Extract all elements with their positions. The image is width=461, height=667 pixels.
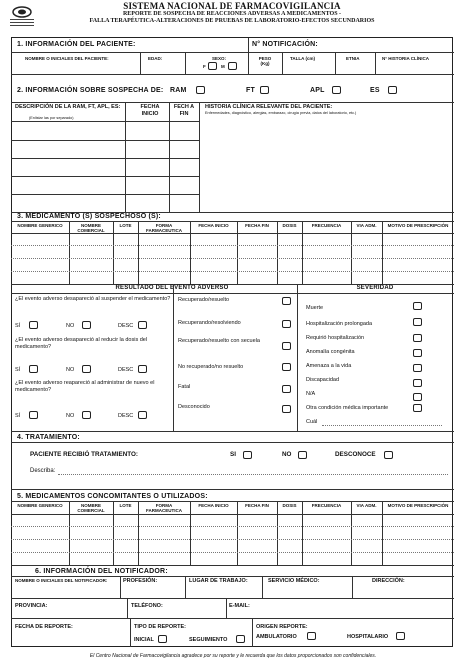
outcome-fatal: Fatal (178, 384, 191, 390)
column-header: FECHA FIN (245, 223, 269, 228)
notificador-nombre-label: NOMBRE O INICIALES DEL NOTIFICADOR: (15, 578, 108, 583)
sev-anomalia: Anomalía congénita (306, 349, 355, 355)
column-divider (237, 501, 238, 565)
column-divider (277, 501, 278, 565)
ft-label: FT (246, 87, 255, 94)
column-divider (351, 501, 352, 565)
tipo-inicial-label: INICIAL (134, 637, 154, 643)
outcome-recuperado: Recuperado/resuelto (178, 297, 230, 303)
question-2: ¿El evento adverso desapareció al reducir la dosis del medicamento? (15, 337, 148, 350)
column-divider (382, 221, 383, 284)
sev-anomalia-checkbox[interactable] (413, 349, 422, 357)
q1-no-label: NO (66, 323, 75, 329)
fecha-reporte-label: FECHA DE REPORTE: (15, 624, 73, 630)
sev-hosp-prolongada: Hospitalización prolongada (306, 321, 373, 327)
sev-muerte: Muerte (306, 305, 324, 311)
outcome-recuperando: Recuperando/resolviendo (178, 320, 241, 326)
column-header: LOTE (119, 503, 132, 508)
descripcion-note: (Enlistar las por separado) (29, 116, 74, 120)
sev-na-checkbox[interactable] (413, 393, 422, 401)
origen-ambulatorio-checkbox[interactable] (307, 632, 316, 640)
column-header: VIA ADM. (356, 223, 377, 228)
q3-desc-checkbox[interactable] (138, 411, 147, 419)
column-header: MOTIVO DE PRESCRIPCIÓN (387, 223, 449, 228)
tipo-inicial-checkbox[interactable] (158, 635, 167, 643)
tratamiento-si-label: SI (230, 451, 236, 458)
sev-cual-line[interactable] (322, 425, 442, 426)
q2-si-label: SÍ (15, 367, 21, 373)
origen-hospitalario-checkbox[interactable] (396, 632, 405, 640)
column-divider (382, 501, 383, 565)
q1-desc-checkbox[interactable] (138, 321, 147, 329)
column-header: NOMBRE GENERICO (17, 223, 63, 228)
sev-requirio-hosp: Requirió hospitalización (306, 335, 365, 341)
farmacovigilancia-logo-icon (7, 4, 37, 34)
q3-si-checkbox[interactable] (29, 411, 38, 419)
form-subtitle-2: FALLA TERAPÉUTICA-ALTERACIONES DE PRUEBAS DE LABORATORIO-EFECTOS SECUNDARIOS (89, 18, 375, 24)
section-1-title: 1. INFORMACIÓN DEL PACIENTE: (17, 41, 136, 48)
ram-checkbox[interactable] (196, 86, 205, 94)
q2-desc-label: DESC (118, 367, 134, 373)
descripcion-label: DESCRIPCIÓN DE LA RAM, FT, APL, ES: (15, 104, 121, 110)
sev-otra-checkbox[interactable] (413, 404, 422, 412)
tratamiento-si-checkbox[interactable] (243, 451, 252, 459)
outcome-fatal-checkbox[interactable] (282, 385, 291, 393)
question-3: ¿El evento adverso reapareció al administrar de nuevo el medicamento? (15, 380, 155, 393)
column-header: FRECUENCIA (311, 223, 342, 228)
form-subtitle-1: REPORTE DE SOSPECHA DE REACCIONES ADVERSAS A MEDICAMENTOS - (122, 11, 342, 17)
column-header: VIA ADM. (356, 503, 377, 508)
column-header: DOSIS (282, 223, 297, 228)
es-label: ES (370, 87, 380, 94)
servicio-medico-label: SERVICIO MÉDICO: (268, 578, 320, 584)
column-header: NOMBRE COMERCIAL (77, 223, 105, 233)
column-divider (277, 221, 278, 284)
q1-no-checkbox[interactable] (82, 321, 91, 329)
sev-cual-label: Cuál (306, 419, 318, 425)
column-divider (351, 221, 352, 284)
resultado-title: RESULTADO DEL EVENTO ADVERSO (115, 285, 229, 291)
sev-amenaza-checkbox[interactable] (413, 364, 422, 372)
column-divider (190, 221, 191, 284)
sex-m-checkbox[interactable] (228, 62, 237, 70)
q2-no-checkbox[interactable] (82, 365, 91, 373)
column-divider (69, 501, 70, 565)
column-header: FRECUENCIA (311, 503, 342, 508)
tipo-reporte-label: TIPO DE REPORTE: (134, 624, 186, 630)
edad-label: EDAD: (148, 56, 163, 61)
column-header: MOTIVO DE PRESCRIPCIÓN (387, 503, 449, 508)
outcome-no-recuperado: No recuperado/no resuelto (178, 364, 244, 370)
section-5-title: 5. MEDICAMENTOS CONCOMITANTES O UTILIZADOS: (17, 493, 208, 500)
tratamiento-desconoce-checkbox[interactable] (384, 451, 393, 459)
column-divider (113, 221, 114, 284)
ram-label: RAM (170, 87, 187, 94)
tratamiento-label: PACIENTE RECIBIÓ TRATAMIENTO: (30, 451, 138, 458)
patient-name-label: NOMBRE O INICIALES DEL PACIENTE: (25, 56, 109, 61)
sev-muerte-checkbox[interactable] (413, 302, 422, 310)
talla-label: TALLA (cm) (290, 56, 315, 61)
severidad-title: SEVERIDAD (356, 285, 394, 291)
sex-m-label: M (221, 64, 225, 69)
sex-f-label: F (203, 64, 206, 69)
notificacion-label: N° NOTIFICACIÓN: (252, 41, 318, 48)
outcome-desconocido-checkbox[interactable] (282, 405, 291, 413)
ft-checkbox[interactable] (260, 86, 269, 94)
column-divider (138, 221, 139, 284)
direccion-label: DIRECCIÓN: (372, 578, 405, 584)
tratamiento-no-label: NO (282, 451, 292, 458)
section-4-title: 4. TRATAMIENTO: (17, 434, 80, 441)
column-header: NOMBRE GENERICO (17, 503, 63, 508)
sev-hosp-prolongada-checkbox[interactable] (413, 318, 422, 326)
sev-amenaza: Amenaza a la vida (306, 363, 352, 369)
es-checkbox[interactable] (388, 86, 397, 94)
column-header: FECHA FIN (245, 503, 269, 508)
provincia-label: PROVINCIA: (15, 603, 48, 609)
column-header: DOSIS (282, 503, 297, 508)
sev-requirio-hosp-checkbox[interactable] (413, 334, 422, 342)
column-header: NOMBRE COMERCIAL (77, 503, 105, 513)
column-header: LOTE (119, 223, 132, 228)
origen-ambulatorio-label: AMBULATORIO (256, 634, 297, 640)
column-header: FECHA INICIO (198, 503, 229, 508)
sev-discapacidad: Discapacidad (306, 377, 340, 383)
sexo-label: SEXO: (212, 56, 227, 61)
origen-hospitalario-label: HOSPITALARIO (347, 634, 389, 640)
column-divider (69, 221, 70, 284)
telefono-label: TELÉFONO: (131, 603, 163, 609)
column-divider (302, 501, 303, 565)
historia-relevante-note: Enfermedades, diagnóstico, alergias, embarazo, cirugía previa, datos del laboratorio, etc.) (205, 111, 357, 115)
q2-si-checkbox[interactable] (29, 365, 38, 373)
column-divider (138, 501, 139, 565)
outcome-recuperando-checkbox[interactable] (282, 320, 291, 328)
section-3-title: 3. MEDICAMENTO (S) SOSPECHOSO (S): (17, 213, 161, 220)
question-1: ¿El evento adverso desapareció al suspender el medicamento? (15, 296, 171, 302)
lugar-trabajo-label: LUGAR DE TRABAJO: (189, 578, 248, 584)
section-2-title: 2. INFORMACIÓN SOBRE SOSPECHA DE: (17, 87, 164, 94)
section-6-title: 6. INFORMACIÓN DEL NOTIFICADOR: (35, 568, 168, 575)
column-divider (113, 501, 114, 565)
q3-desc-label: DESC (118, 413, 134, 419)
outcome-desconocido: Desconocido (178, 404, 210, 410)
q3-no-checkbox[interactable] (82, 411, 91, 419)
outcome-recuperado-checkbox[interactable] (282, 297, 291, 305)
column-divider (190, 501, 191, 565)
q3-si-label: SÍ (15, 413, 21, 419)
q1-desc-label: DESC (118, 323, 134, 329)
tratamiento-desconoce-label: DESCONOCE (335, 451, 376, 458)
profesion-label: PROFESIÓN: (123, 578, 158, 584)
origen-reporte-label: ORIGEN REPORTE: (256, 624, 308, 630)
peso-label: PESO (Kg) (258, 56, 272, 66)
fecha-fin-label: FECH A FIN (173, 104, 195, 117)
sex-f-checkbox[interactable] (208, 62, 217, 70)
q3-no-label: NO (66, 413, 75, 419)
form-title: SISTEMA NACIONAL DE FARMACOVIGILANCIA (123, 1, 341, 11)
tipo-seguimiento-label: SEGUIMIENTO (189, 637, 228, 643)
historia-relevante-label: HISTORIA CLÍNICA RELEVANTE DEL PACIENTE: (205, 104, 333, 110)
tipo-seguimiento-checkbox[interactable] (236, 635, 245, 643)
q1-si-checkbox[interactable] (29, 321, 38, 329)
column-header: FORMA FARMACEUTICA (146, 503, 182, 513)
tratamiento-no-checkbox[interactable] (298, 451, 307, 459)
outcome-secuela-checkbox[interactable] (282, 342, 291, 350)
outcome-secuela: Recuperado/resuelto con secuela (178, 338, 260, 344)
footer-note: El Centro Nacional de Farmacovigilancia agradece por su reporte y le recuerda que los datos proporcionados son confidenciales. (89, 653, 377, 659)
historia-clinica-label: N° HISTORIA CLÍNICA (382, 56, 430, 61)
q2-desc-checkbox[interactable] (138, 365, 147, 373)
column-divider (302, 221, 303, 284)
describa-line[interactable] (58, 474, 448, 475)
sev-otra: Otra condición médica importante (306, 405, 389, 411)
q1-si-label: SÍ (15, 323, 21, 329)
sev-na: N/A (306, 391, 316, 397)
column-header: FECHA INICIO (198, 223, 229, 228)
apl-checkbox[interactable] (332, 86, 341, 94)
outcome-no-recuperado-checkbox[interactable] (282, 363, 291, 371)
etnia-label: ETNIA (346, 56, 360, 61)
sev-discapacidad-checkbox[interactable] (413, 379, 422, 387)
fecha-inicio-label: FECHA INICIO (140, 104, 160, 117)
describa-label: Describa: (30, 468, 56, 474)
apl-label: APL (310, 87, 325, 94)
form-header (82, 1, 382, 25)
column-header: FORMA FARMACEUTICA (146, 223, 182, 233)
email-label: E-MAIL: (229, 603, 250, 609)
column-divider (237, 221, 238, 284)
q2-no-label: NO (66, 367, 75, 373)
